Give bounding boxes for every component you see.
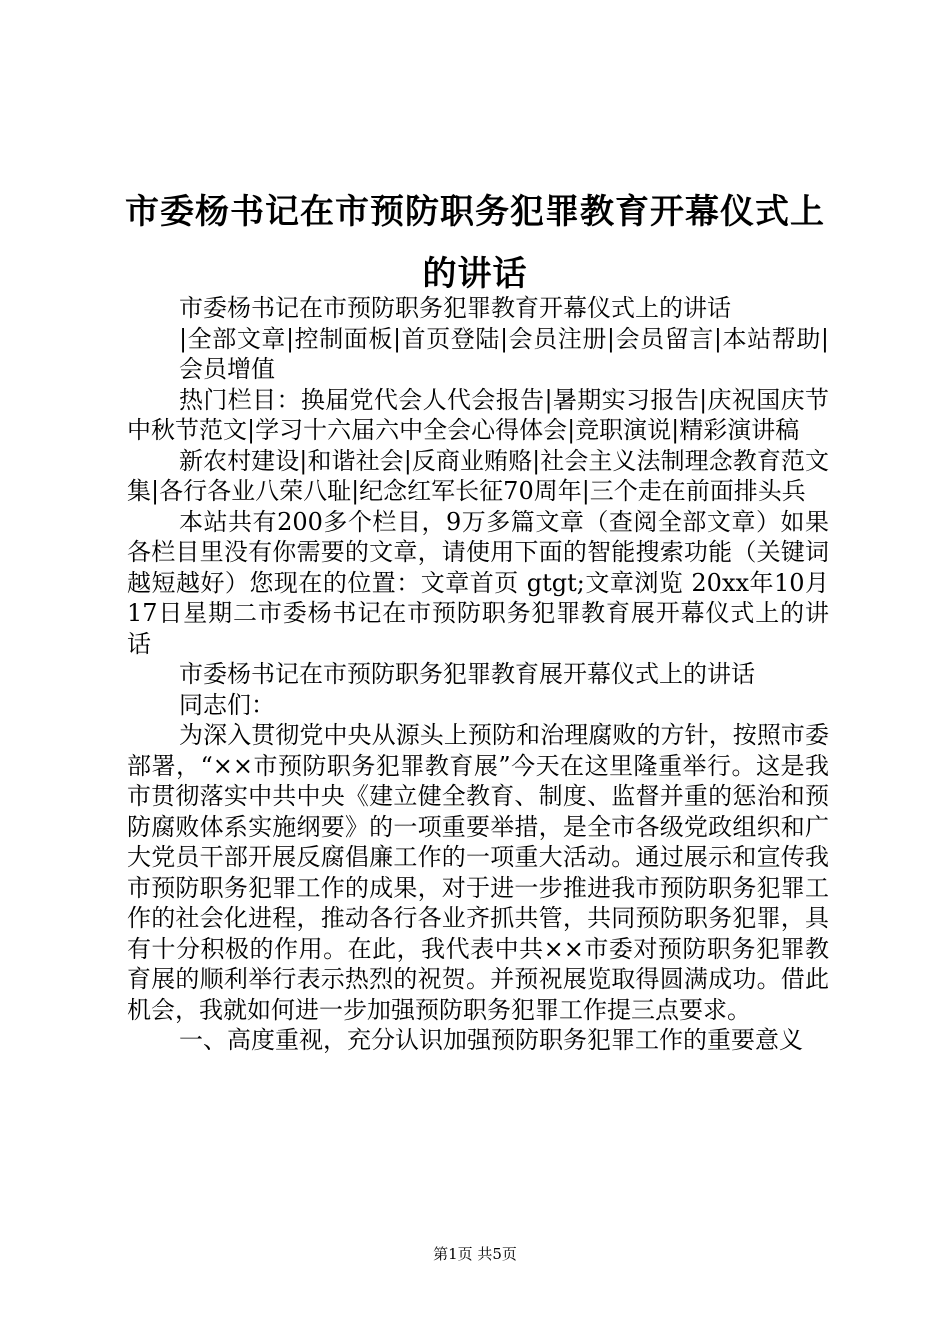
page-footer: 第1页 共5页 bbox=[433, 1245, 517, 1263]
paragraph-subtitle: 市委杨书记在市预防职务犯罪教育展开幕仪式上的讲话 bbox=[179, 660, 755, 688]
paragraph-hot-columns: 热门栏目：换届党代会人代会报告|暑期实习报告|庆祝国庆节中秋节范文|学习十六届六中全会心得体会|竞职演说|精彩演讲稿 bbox=[127, 385, 829, 444]
paragraph-section-heading: 一、高度重视，充分认识加强预防职务犯罪工作的重要意义 bbox=[179, 1026, 803, 1054]
paragraph-site-info: 本站共有200多个栏目，9万多篇文章（查阅全部文章）如果各栏目里没有你需要的文章，请使用下面的智能搜索功能（关键词越短越好）您现在的位置：文章首页 gtgt;文章浏览 20xx年10月17日星期二市委杨书记在市预防职务犯罪教育展开幕仪式上的讲话 bbox=[127, 507, 829, 658]
paragraph-main: 为深入贯彻党中央从源头上预防和治理腐败的方针，按照市委部署，“××市预防职务犯罪教育展”今天在这里隆重举行。这是我市贯彻落实中共中央《建立健全教育、制度、监督并重的惩治和预防腐败体系实施纲要》的一项重要举措，是全市各级党政组织和广大党员干部开展反腐倡廉工作的一项重大活动。通过展示和宣传我市预防职务犯罪工作的成果，对于进一步推进我市预防职务犯罪工作的社会化进程，推动各行各业齐抓共管，共同预防职务犯罪，具有十分积极的作用。在此，我代表中共××市委对预防职务犯罪教育展的顺利举行表示热烈的祝贺。并预祝展览取得圆满成功。借此机会，我就如何进一步加强预防职务犯罪工作提三点要求。 bbox=[127, 721, 829, 1024]
paragraph-topics: 新农村建设|和谐社会|反商业贿赂|社会主义法制理念教育范文集|各行各业八荣八耻|纪念红军长征70周年|三个走在前面排头兵 bbox=[127, 446, 829, 505]
document-body bbox=[127, 293, 829, 1056]
document-title: 市委杨书记在市预防职务犯罪教育开幕仪式上的讲话 bbox=[125, 191, 825, 294]
paragraph-salutation: 同志们： bbox=[179, 690, 275, 719]
paragraph-nav-links: |全部文章|控制面板|首页登陆|会员注册|会员留言|本站帮助|会员增值 bbox=[179, 324, 829, 383]
paragraph: 市委杨书记在市预防职务犯罪教育开幕仪式上的讲话 bbox=[179, 294, 731, 322]
